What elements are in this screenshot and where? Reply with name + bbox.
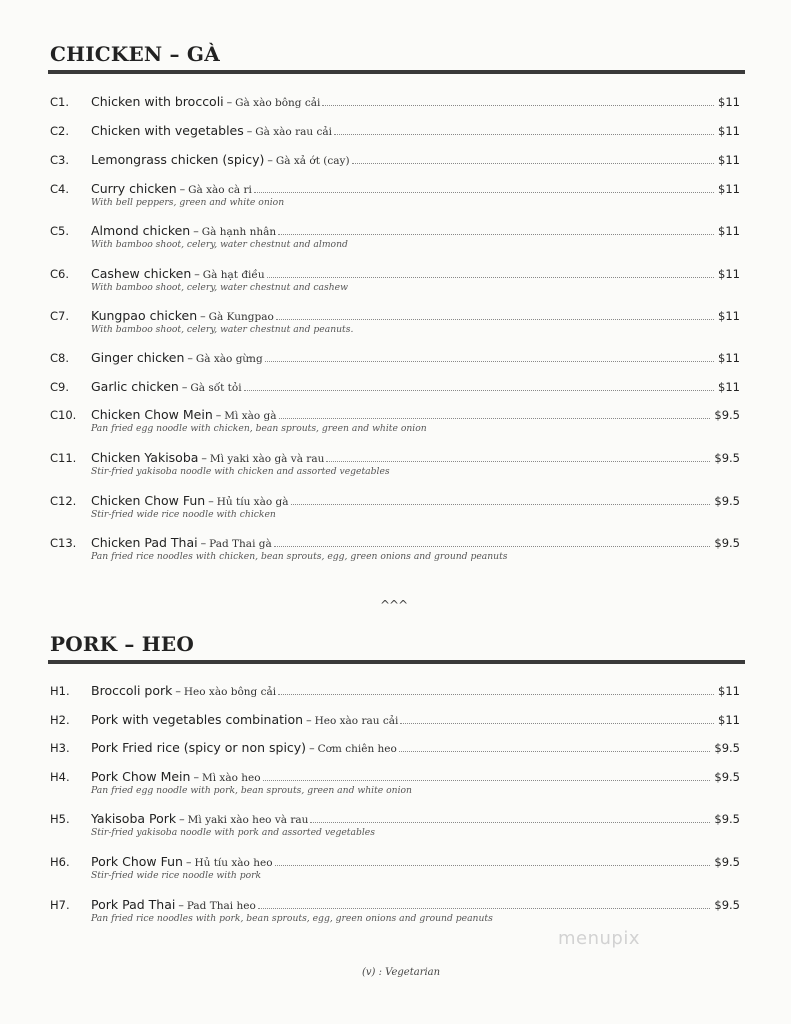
item-dash: –: [193, 225, 199, 238]
item-code: H4.: [50, 770, 70, 784]
item-price: $11: [718, 267, 740, 281]
dot-leader: [278, 234, 714, 235]
item-code: C11.: [50, 451, 77, 465]
dot-leader: [274, 546, 711, 547]
item-description: Pan fried rice noodles with pork, bean sprouts, egg, green onions and ground peanuts: [91, 913, 493, 924]
dot-leader: [263, 780, 711, 781]
section-separator: ^^^: [380, 598, 408, 612]
menu-item: [50, 378, 740, 394]
item-description: Stir-fried yakisoba noodle with pork and assorted vegetables: [91, 827, 375, 838]
menu-item: [50, 682, 740, 698]
item-name: Lemongrass chicken (spicy): [91, 152, 265, 167]
item-price: $9.5: [714, 898, 740, 912]
item-name: Kungpao chicken: [91, 308, 198, 323]
item-vietnamese-name: Gà xào gừng: [195, 353, 263, 365]
item-description: With bamboo shoot, celery, water chestnut and cashew: [91, 282, 348, 293]
menu-item-line: [50, 378, 740, 394]
item-vietnamese-name: Heo xào bông cải: [183, 686, 277, 698]
item-code: H1.: [50, 684, 70, 698]
item-vietnamese-name: Mì yaki xào gà và rau: [209, 453, 325, 465]
menu-item: [50, 534, 740, 562]
menu-item: [50, 307, 740, 335]
item-vietnamese-name: Pad Thai heo: [186, 900, 256, 912]
item-dash: –: [181, 381, 188, 394]
item-price: $9.5: [714, 408, 740, 422]
item-price: $11: [718, 351, 740, 365]
menu-item-line: [50, 307, 740, 323]
item-vietnamese-name: Mì xào gà: [224, 410, 277, 422]
item-dash: –: [187, 352, 193, 365]
item-dash: –: [200, 537, 207, 550]
item-code: C1.: [50, 95, 70, 109]
menu-item-line: [50, 711, 740, 727]
item-vietnamese-name: Gà xào cà ri: [188, 184, 252, 196]
item-name: Chicken Chow Fun: [91, 493, 206, 508]
menu-item-line: [50, 180, 740, 196]
dot-leader: [310, 822, 710, 823]
item-name: Chicken with broccoli: [91, 94, 224, 109]
menu-item: [50, 449, 740, 477]
item-name: Broccoli pork: [91, 683, 173, 698]
footnote-vegetarian: (v) : Vegetarian: [362, 967, 441, 978]
menu-item: [50, 492, 740, 520]
menu-item-line: [50, 406, 740, 422]
item-price: $9.5: [714, 536, 740, 550]
item-name: Chicken Yakisoba: [91, 450, 199, 465]
menu-item-line: [50, 93, 740, 109]
dot-leader: [334, 134, 714, 135]
item-dash: –: [201, 452, 207, 465]
item-vietnamese-name: Hủ tíu xào heo: [194, 857, 273, 869]
item-dash: –: [215, 409, 222, 422]
item-dash: –: [179, 183, 186, 196]
item-price: $11: [718, 153, 740, 167]
item-price: $11: [718, 309, 740, 323]
item-description: Stir-fried yakisoba noodle with chicken and assorted vegetables: [91, 466, 390, 477]
item-name: Cashew chicken: [91, 266, 192, 281]
item-price: $11: [718, 95, 740, 109]
item-dash: –: [194, 268, 200, 281]
item-vietnamese-name: Pad Thai gà: [209, 538, 272, 550]
item-description: With bamboo shoot, celery, water chestnut and peanuts.: [91, 324, 354, 335]
section-title-chicken: CHICKEN – GÀ: [50, 42, 220, 66]
item-name: Pork Fried rice (spicy or non spicy): [91, 740, 307, 755]
menu-item-line: [50, 534, 740, 550]
menu-item: [50, 711, 740, 727]
menu-item-line: [50, 122, 740, 138]
item-dash: –: [185, 856, 192, 869]
menu-item: [50, 896, 740, 924]
dot-leader: [258, 908, 711, 909]
item-name: Almond chicken: [91, 223, 191, 238]
item-code: C2.: [50, 124, 70, 138]
dot-leader: [322, 105, 714, 106]
menu-item: [50, 151, 740, 167]
item-dash: –: [178, 899, 184, 912]
item-price: $11: [718, 380, 740, 394]
dot-leader: [244, 390, 714, 391]
menu-item-line: [50, 682, 740, 698]
item-dash: –: [200, 310, 206, 323]
item-code: C9.: [50, 380, 70, 394]
item-code: H2.: [50, 713, 70, 727]
item-price: $9.5: [714, 855, 740, 869]
item-vietnamese-name: Hủ tíu xào gà: [216, 496, 289, 508]
item-vietnamese-name: Gà Kungpao: [208, 311, 274, 323]
watermark-logo: menupix: [558, 928, 641, 949]
menu-item: [50, 222, 740, 250]
dot-leader: [326, 461, 710, 462]
section-rule-pork: [48, 660, 745, 664]
item-price: $11: [718, 182, 740, 196]
menu-item: [50, 349, 740, 365]
menu-item: [50, 768, 740, 796]
menu-item: [50, 406, 740, 434]
item-description: Pan fried egg noodle with chicken, bean sprouts, green and white onion: [91, 423, 427, 434]
item-price: $9.5: [714, 741, 740, 755]
menu-item: [50, 739, 740, 755]
item-vietnamese-name: Heo xào rau cải: [314, 715, 399, 727]
menu-item-line: [50, 222, 740, 238]
item-code: C4.: [50, 182, 70, 196]
item-description: With bell peppers, green and white onion: [91, 197, 285, 208]
item-name: Pork Pad Thai: [91, 897, 176, 912]
item-name: Ginger chicken: [91, 350, 185, 365]
dot-leader: [400, 723, 714, 724]
menu-item-line: [50, 349, 740, 365]
item-name: Pork Chow Fun: [91, 854, 183, 869]
menu-item-line: [50, 739, 740, 755]
item-name: Curry chicken: [91, 181, 177, 196]
dot-leader: [275, 865, 711, 866]
item-name: Chicken Chow Mein: [91, 407, 213, 422]
item-vietnamese-name: Gà xả ớt (cay): [275, 155, 350, 167]
item-description: Pan fried egg noodle with pork, bean sprouts, green and white onion: [91, 785, 412, 796]
dot-leader: [352, 163, 715, 164]
item-name: Pork with vegetables combination: [91, 712, 304, 727]
item-code: H3.: [50, 741, 70, 755]
item-code: C3.: [50, 153, 70, 167]
dot-leader: [265, 361, 714, 362]
dot-leader: [254, 192, 714, 193]
item-code: C7.: [50, 309, 70, 323]
item-description: Stir-fried wide rice noodle with pork: [91, 870, 262, 881]
item-price: $11: [718, 124, 740, 138]
item-description: Pan fried rice noodles with chicken, bean sprouts, egg, green onions and ground peanuts: [91, 551, 508, 562]
dot-leader: [278, 694, 714, 695]
item-vietnamese-name: Gà hạnh nhân: [201, 226, 277, 238]
item-vietnamese-name: Mì yaki xào heo và rau: [187, 814, 309, 826]
item-code: C5.: [50, 224, 70, 238]
item-code: H6.: [50, 855, 70, 869]
item-dash: –: [208, 495, 214, 508]
item-name: Yakisoba Pork: [91, 811, 177, 826]
item-code: C13.: [50, 536, 77, 550]
section-rule-chicken: [48, 70, 745, 74]
menu-item: [50, 93, 740, 109]
item-dash: –: [226, 96, 233, 109]
item-dash: –: [193, 771, 199, 784]
section-title-pork: PORK – HEO: [50, 632, 194, 656]
item-price: $9.5: [714, 494, 740, 508]
item-name: Pork Chow Mein: [91, 769, 191, 784]
dot-leader: [291, 504, 711, 505]
item-dash: –: [175, 685, 181, 698]
item-price: $9.5: [714, 451, 740, 465]
item-vietnamese-name: Gà xào bông cải: [235, 97, 321, 109]
item-dash: –: [179, 813, 185, 826]
menu-item-line: [50, 265, 740, 281]
item-dash: –: [309, 742, 315, 755]
menu-item: [50, 122, 740, 138]
item-price: $9.5: [714, 770, 740, 784]
menu-item: [50, 180, 740, 208]
item-description: With bamboo shoot, celery, water chestnut and almond: [91, 239, 348, 250]
menu-item: [50, 265, 740, 293]
item-name: Chicken Pad Thai: [91, 535, 198, 550]
menu-item-line: [50, 449, 740, 465]
item-price: $11: [718, 224, 740, 238]
menu-item-line: [50, 896, 740, 912]
dot-leader: [279, 418, 711, 419]
dot-leader: [276, 319, 714, 320]
item-code: C12.: [50, 494, 77, 508]
menu-item-line: [50, 768, 740, 784]
item-code: H5.: [50, 812, 70, 826]
item-vietnamese-name: Gà xào rau cải: [255, 126, 332, 138]
menu-item: [50, 853, 740, 881]
dot-leader: [399, 751, 711, 752]
dot-leader: [267, 277, 714, 278]
item-vietnamese-name: Gà hạt điều: [202, 269, 265, 281]
menu-item-line: [50, 492, 740, 508]
item-dash: –: [306, 714, 312, 727]
item-vietnamese-name: Gà sốt tỏi: [190, 382, 242, 394]
item-description: Stir-fried wide rice noodle with chicken: [91, 509, 276, 520]
item-name: Chicken with vegetables: [91, 123, 244, 138]
item-name: Garlic chicken: [91, 379, 179, 394]
item-price: $9.5: [714, 812, 740, 826]
item-vietnamese-name: Mì xào heo: [201, 772, 261, 784]
menu-item-line: [50, 810, 740, 826]
item-code: H7.: [50, 898, 70, 912]
item-dash: –: [246, 125, 253, 138]
item-price: $11: [718, 684, 740, 698]
item-vietnamese-name: Cơm chiên heo: [317, 743, 397, 755]
menu-item: [50, 810, 740, 838]
menu-item-line: [50, 151, 740, 167]
item-price: $11: [718, 713, 740, 727]
item-code: C8.: [50, 351, 70, 365]
item-code: C6.: [50, 267, 70, 281]
menu-item-line: [50, 853, 740, 869]
item-dash: –: [267, 154, 273, 167]
item-code: C10.: [50, 408, 77, 422]
